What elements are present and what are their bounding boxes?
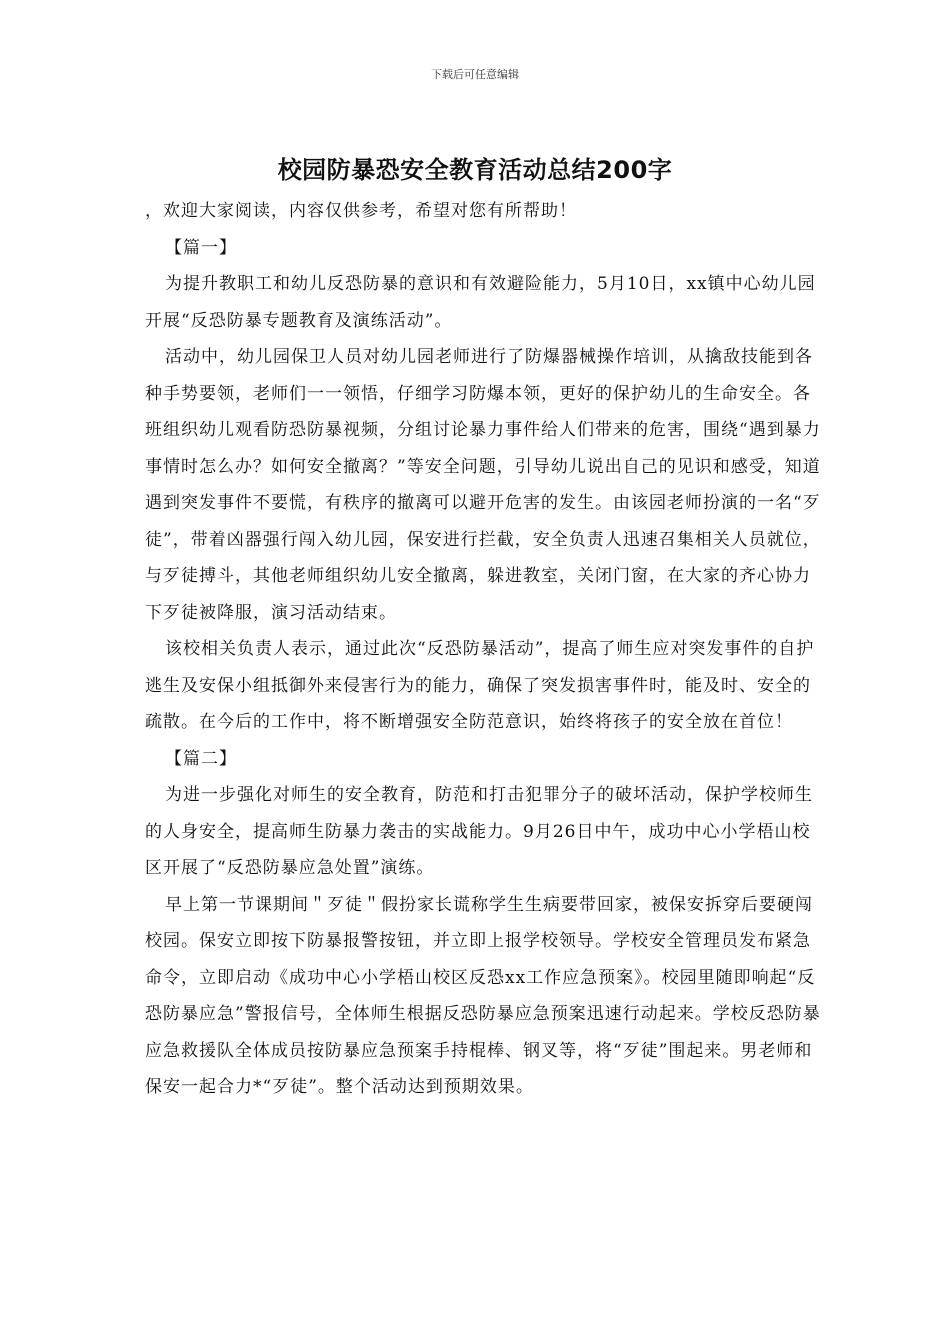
section-heading-2: 【篇二】: [165, 748, 237, 769]
paragraph: 活动中，幼儿园保卫人员对幼儿园老师进行了防爆器械操作培训，从擒敌技能到各种手势要领，老师们一一领悟，仔细学习防爆本领，更好的保护幼儿的生命安全。各班组织幼儿观看防恐防暴视频，分组讨论暴力事件给人们带来的危害，围绕“遇到暴力事情时怎么办？如何安全撤离？”等安全问题，引导幼儿说出自己的见识和感受，知道遇到突发事件不要慌，有秩序的撤离可以避开危害的发生。由该园老师扮演的一名“歹徒”，带着凶器强行闯入幼儿园，保安进行拦截，安全负责人迅速召集相关人员就位，与歹徒搏斗，其他老师组织幼儿安全撤离，躲进教室，关闭门窗，在大家的齐心协力下歹徒被降服，演习活动结束。: [145, 347, 821, 623]
section-heading-1: 【篇一】: [165, 237, 237, 258]
paragraph: 早上第一节课期间＂歹徒＂假扮家长谎称学生生病要带回家，被保安拆穿后要硬闯校园。保安立即按下防暴报警按钮，并立即上报学校领导。学校安全管理员发布紧急命令，立即启动《成功中心小学梧山校区反恐xx工作应急预案》。校园里随即响起“反恐防暴应急”警报信号，全体师生根据反恐防暴应急预案迅速行动起来。学校反恐防暴应急救援队全体成员按防暴应急预案手持棍棒、钢叉等，将“歹徒”围起来。男老师和保安一起合力*“歹徒”。整个活动达到预期效果。: [145, 894, 821, 1097]
page-title: 校园防暴恐安全教育活动总结200字: [277, 156, 673, 184]
header-note: 下载后可任意编辑: [431, 68, 519, 81]
document-body: [145, 193, 825, 1106]
paragraph: 为进一步强化对师生的安全教育，防范和打击犯罪分子的破坏活动，保护学校师生的人身安全，提高师生防暴力袭击的实战能力。9月26日中午，成功中心小学梧山校区开展了“反恐防暴应急处置”演练。: [145, 785, 813, 878]
intro-paragraph: ，欢迎大家阅读，内容仅供参考，希望对您有所帮助！: [145, 201, 577, 221]
paragraph: 为提升教职工和幼儿反恐防暴的意识和有效避险能力，5月10日，xx镇中心幼儿园开展“反恐防暴专题教育及演练活动”。: [145, 274, 816, 331]
paragraph: 该校相关负责人表示，通过此次“反恐防暴活动”，提高了师生应对突发事件的自护逃生及安保小组抵御外来侵害行为的能力，确保了突发损害事件时，能及时、安全的疏散。在今后的工作中，将不断增强安全防范意识，始终将孩子的安全放在首位！: [145, 639, 815, 732]
